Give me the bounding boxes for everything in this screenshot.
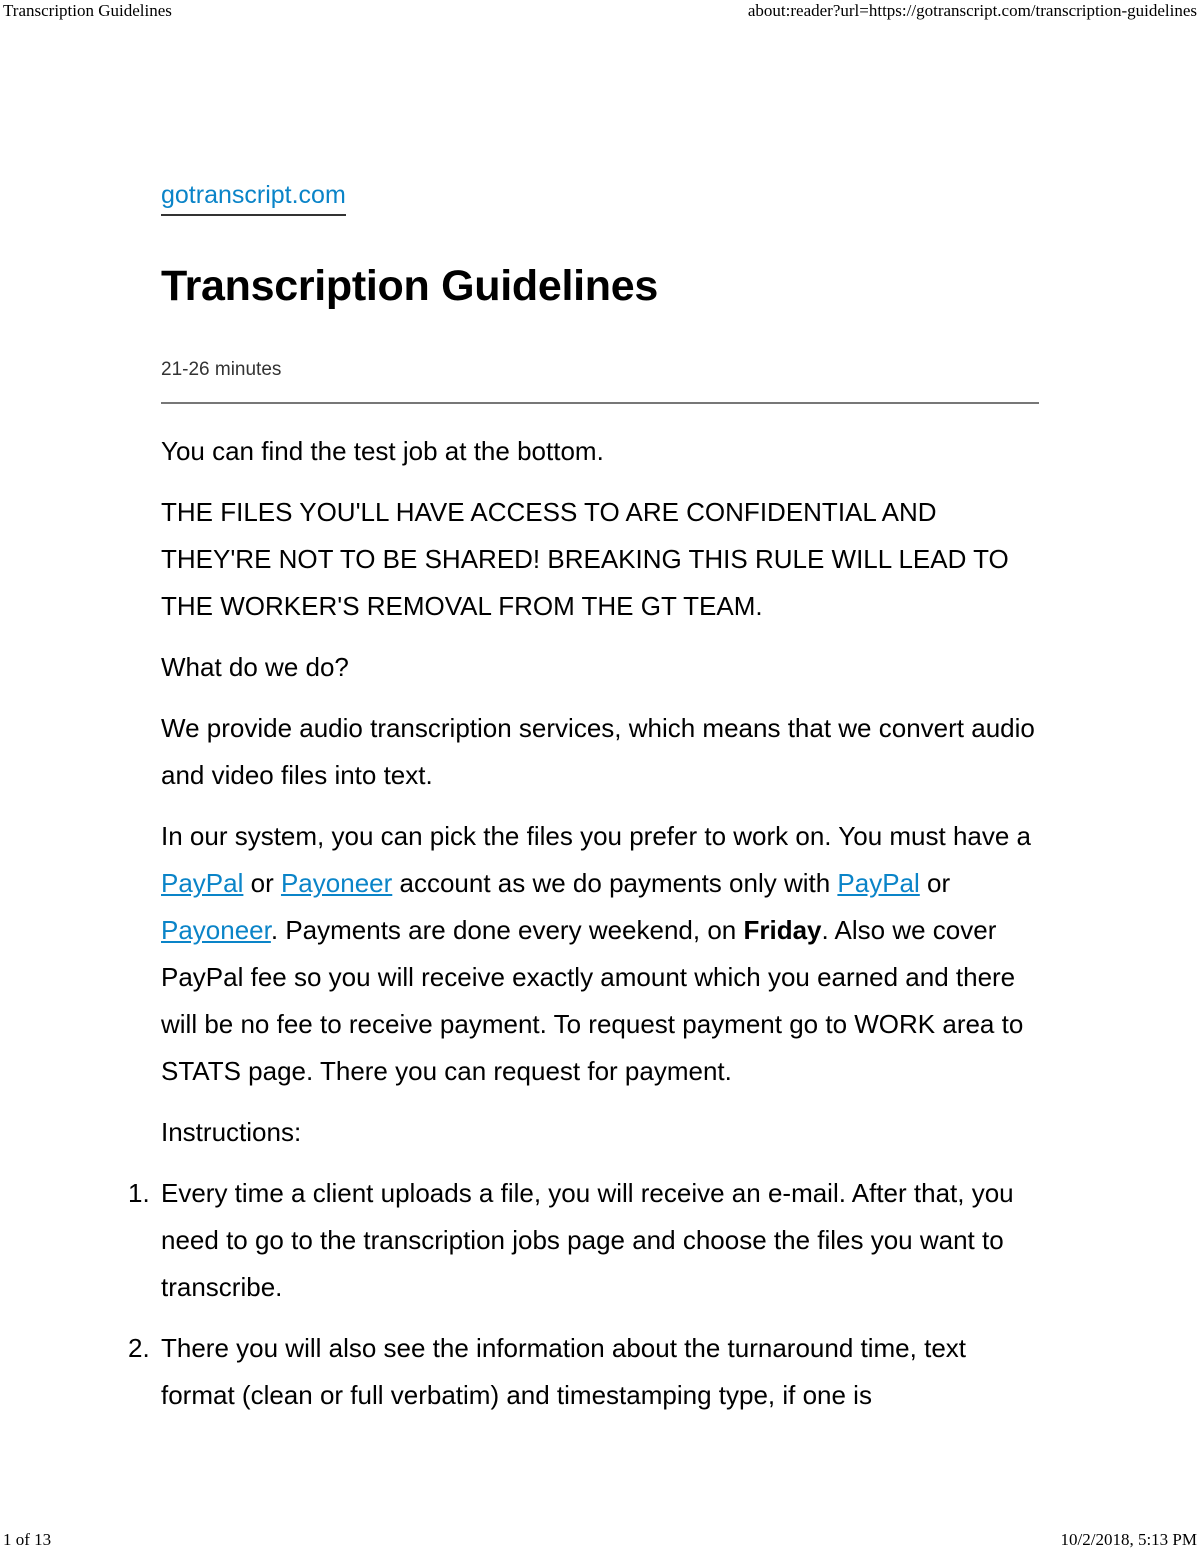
article-title: Transcription Guidelines [161,262,658,310]
page-counter: 1 of 13 [3,1530,52,1549]
list-item-text: Every time a client uploads a file, you will receive an e-mail. After that, you need to go to the transcription jobs page and choose the files you want to transcribe. [161,1178,1014,1302]
payments-text-2: or [243,868,281,898]
paypal-link-2[interactable]: PayPal [837,868,920,898]
header-divider [161,402,1039,404]
print-datetime: 10/2/2018, 5:13 PM [1060,1530,1197,1549]
payments-text-3: account as we do payments only with [392,868,838,898]
list-item [128,1170,1039,1311]
payoneer-link-2[interactable]: Payoneer [161,915,271,945]
instructions-list [128,1170,1039,1419]
reading-time: 21-26 minutes [161,359,282,380]
list-item-number: 1. [128,1178,150,1208]
reader-article [128,178,1039,1433]
paragraph-services: We provide audio transcription services, which means that we convert audio and video files into text. [161,713,1035,790]
paragraph-test-job: You can find the test job at the bottom. [161,436,604,466]
list-item [128,1325,1039,1419]
paragraph-instructions-heading: Instructions: [161,1117,302,1147]
paragraph-what-we-do: What do we do? [161,652,349,682]
list-item-number: 2. [128,1333,150,1363]
payment-day: Friday [743,915,822,945]
list-item-text: There you will also see the information about the turnaround time, text format (clean or full verbatim) and timestamping type, if one is [161,1333,966,1410]
print-header [0,1,1200,25]
paragraph-confidential-warning: THE FILES YOU'LL HAVE ACCESS TO ARE CONFIDENTIAL AND THEY'RE NOT TO BE SHARED! BREAKING THIS RULE WILL LEAD TO THE WORKER'S REMOVAL FROM THE GT TEAM. [161,497,1009,621]
paragraph-payments [161,813,1039,1095]
payments-text-6: . Also we cover PayPal fee so you will receive exactly amount which you earned and there will be no fee to receive payment. To request payment go to WORK area to STATS page. There you can request for payment. [161,915,1024,1086]
article-content [128,428,1039,1419]
payments-text-1: In our system, you can pick the files you prefer to work on. You must have a [161,821,1032,851]
payments-text-4: or [919,868,951,898]
payments-text-5: . Payments are done every weekend, on [270,915,744,945]
paypal-link[interactable]: PayPal [161,868,244,898]
print-header-url: about:reader?url=https://gotranscript.com/transcription-guidelines [747,1,1197,20]
print-header-title: Transcription Guidelines [3,1,172,20]
payoneer-link[interactable]: Payoneer [280,868,393,898]
print-footer [0,1530,1200,1554]
source-domain-link[interactable]: gotranscript.com [161,178,346,216]
